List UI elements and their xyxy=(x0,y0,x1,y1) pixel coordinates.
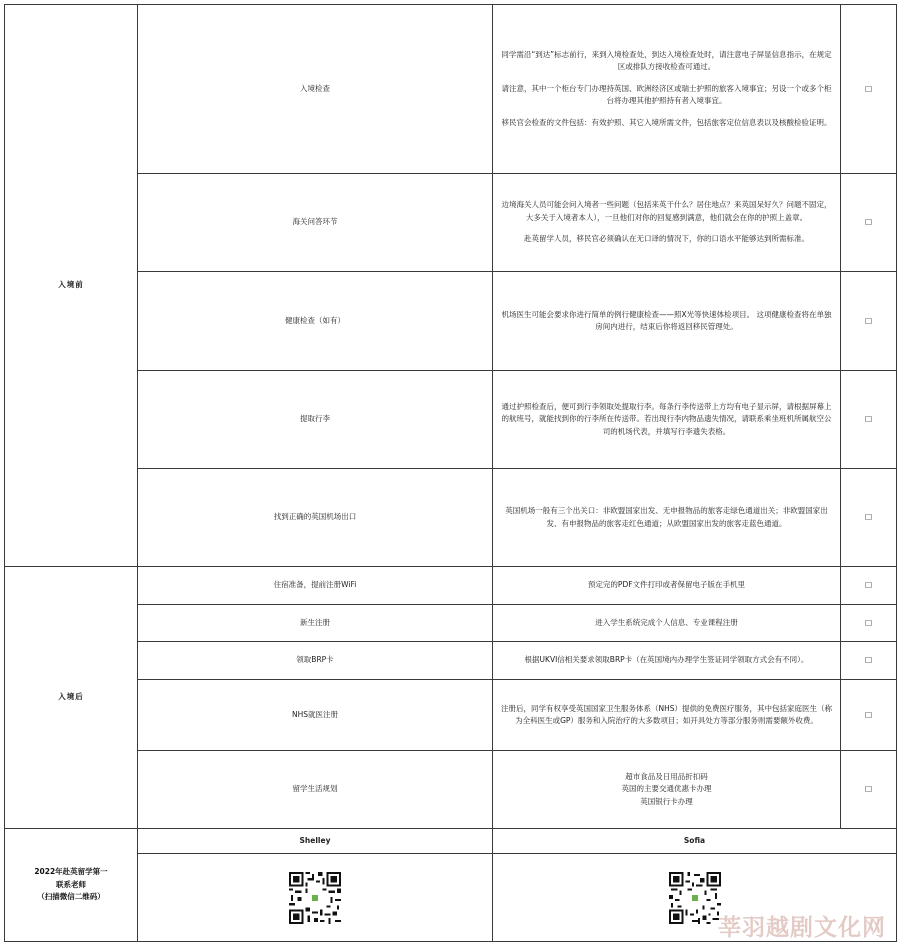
task-description: 超市食品及日用品折扣码 英国的主要交通优惠卡办理 英国银行卡办理 xyxy=(493,751,841,829)
watermark: 莘羽越剧文化网 xyxy=(718,915,886,941)
wechat-qr-code-icon[interactable] xyxy=(669,872,721,924)
checklist-table xyxy=(4,4,897,942)
task-description: 注册后，同学有权享受英国国家卫生服务体系（NHS）提供的免费医疗服务，其中包括家庭医生（称为全科医生或GP）服务和入院治疗的大多数项目；如开具处方等部分服务则需要额外收费。 xyxy=(493,680,841,751)
checkbox[interactable]: □ xyxy=(841,469,897,567)
task-description: 通过护照检查后，便可到行李领取处提取行李。每条行李传送带上方均有电子显示屏，请根据屏幕上的航班号，就能找到你的行李所在传送带。若出现行李内物品遗失情况，请联系乘坐班机所属航空公司的机场代表，并填写行李遗失表格。 xyxy=(493,371,841,469)
task-description: 机场医生可能会要求你进行简单的例行健康检查——照X光等快速体检项目。 这项健康检查将在单独房间内进行，结束后你将返回移民管理处。 xyxy=(493,272,841,371)
task-description: 同学需沿“到达”标志前行，来到入境检查处，到达入境检查处时，请注意电子屏显信息指示，在规定区或排队方接收检查可通过。 请注意，其中一个柜台专门办理持英国、欧洲经济区或瑞士护照的旅客入境事宜；另设一个或多个柜台将办理其他护照持有者入境事宜。 移民官会检查的文件包括：有效护照、其它入境所需文件，包括旅客定位信息表以及核酸检验证明。 xyxy=(493,5,841,174)
contact-title: 2022年赴英留学第一 联系老师 （扫描微信二维码） xyxy=(5,829,138,942)
teacher-name-sofia: Sofia xyxy=(493,829,897,854)
table-row xyxy=(5,605,897,642)
task-label: 新生注册 xyxy=(138,605,493,642)
table-row xyxy=(5,567,897,605)
checkbox[interactable]: □ xyxy=(841,605,897,642)
task-description: 边境海关人员可能会问入境者一些问题（包括来英干什么？居住地点？来英国呆好久？问题不固定，大多关于入境者本人），一旦他们对你的回复感到满意，他们就会在你的护照上盖章。 赴英留学人员，移民官必须确认在无口译的情况下，你的口语水平能够达到所需标准。 xyxy=(493,174,841,272)
table-row xyxy=(5,272,897,371)
task-label: 提取行李 xyxy=(138,371,493,469)
task-label: 留学生活规划 xyxy=(138,751,493,829)
task-description: 英国机场一般有三个出关口：非欧盟国家出发、无申报物品的旅客走绿色通道出关；非欧盟国家出发、有申报物品的旅客走红色通道；从欧盟国家出发的旅客走蓝色通道。 xyxy=(493,469,841,567)
checkbox[interactable]: □ xyxy=(841,371,897,469)
section-label-after-entry: 入境后 xyxy=(5,567,138,829)
checkbox[interactable]: □ xyxy=(841,174,897,272)
checkbox[interactable]: □ xyxy=(841,642,897,680)
section-label-before-entry: 入境前 xyxy=(5,5,138,567)
contact-name-row xyxy=(5,829,897,854)
task-description: 预定完的PDF文件打印或者保留电子版在手机里 xyxy=(493,567,841,605)
task-label: 领取BRP卡 xyxy=(138,642,493,680)
table-row xyxy=(5,751,897,829)
wechat-qr-code-icon[interactable] xyxy=(289,872,341,924)
task-label: NHS就医注册 xyxy=(138,680,493,751)
task-label: 住宿准备，提前注册WiFi xyxy=(138,567,493,605)
table-row xyxy=(5,5,897,174)
qr-cell xyxy=(138,854,493,942)
checkbox[interactable]: □ xyxy=(841,567,897,605)
task-label: 入境检查 xyxy=(138,5,493,174)
table-row xyxy=(5,174,897,272)
task-label: 海关问答环节 xyxy=(138,174,493,272)
task-description: 根据UKVI信相关要求领取BRP卡（在英国境内办理学生签证同学领取方式会有不同）。 xyxy=(493,642,841,680)
checkbox[interactable]: □ xyxy=(841,272,897,371)
checkbox[interactable]: □ xyxy=(841,751,897,829)
task-label: 找到正确的英国机场出口 xyxy=(138,469,493,567)
task-label: 健康检查（如有） xyxy=(138,272,493,371)
teacher-name-shelley: Shelley xyxy=(138,829,493,854)
table-row xyxy=(5,680,897,751)
table-row xyxy=(5,371,897,469)
checkbox[interactable]: □ xyxy=(841,680,897,751)
task-description: 进入学生系统完成个人信息、专业课程注册 xyxy=(493,605,841,642)
checkbox[interactable]: □ xyxy=(841,5,897,174)
table-row xyxy=(5,642,897,680)
table-row xyxy=(5,469,897,567)
